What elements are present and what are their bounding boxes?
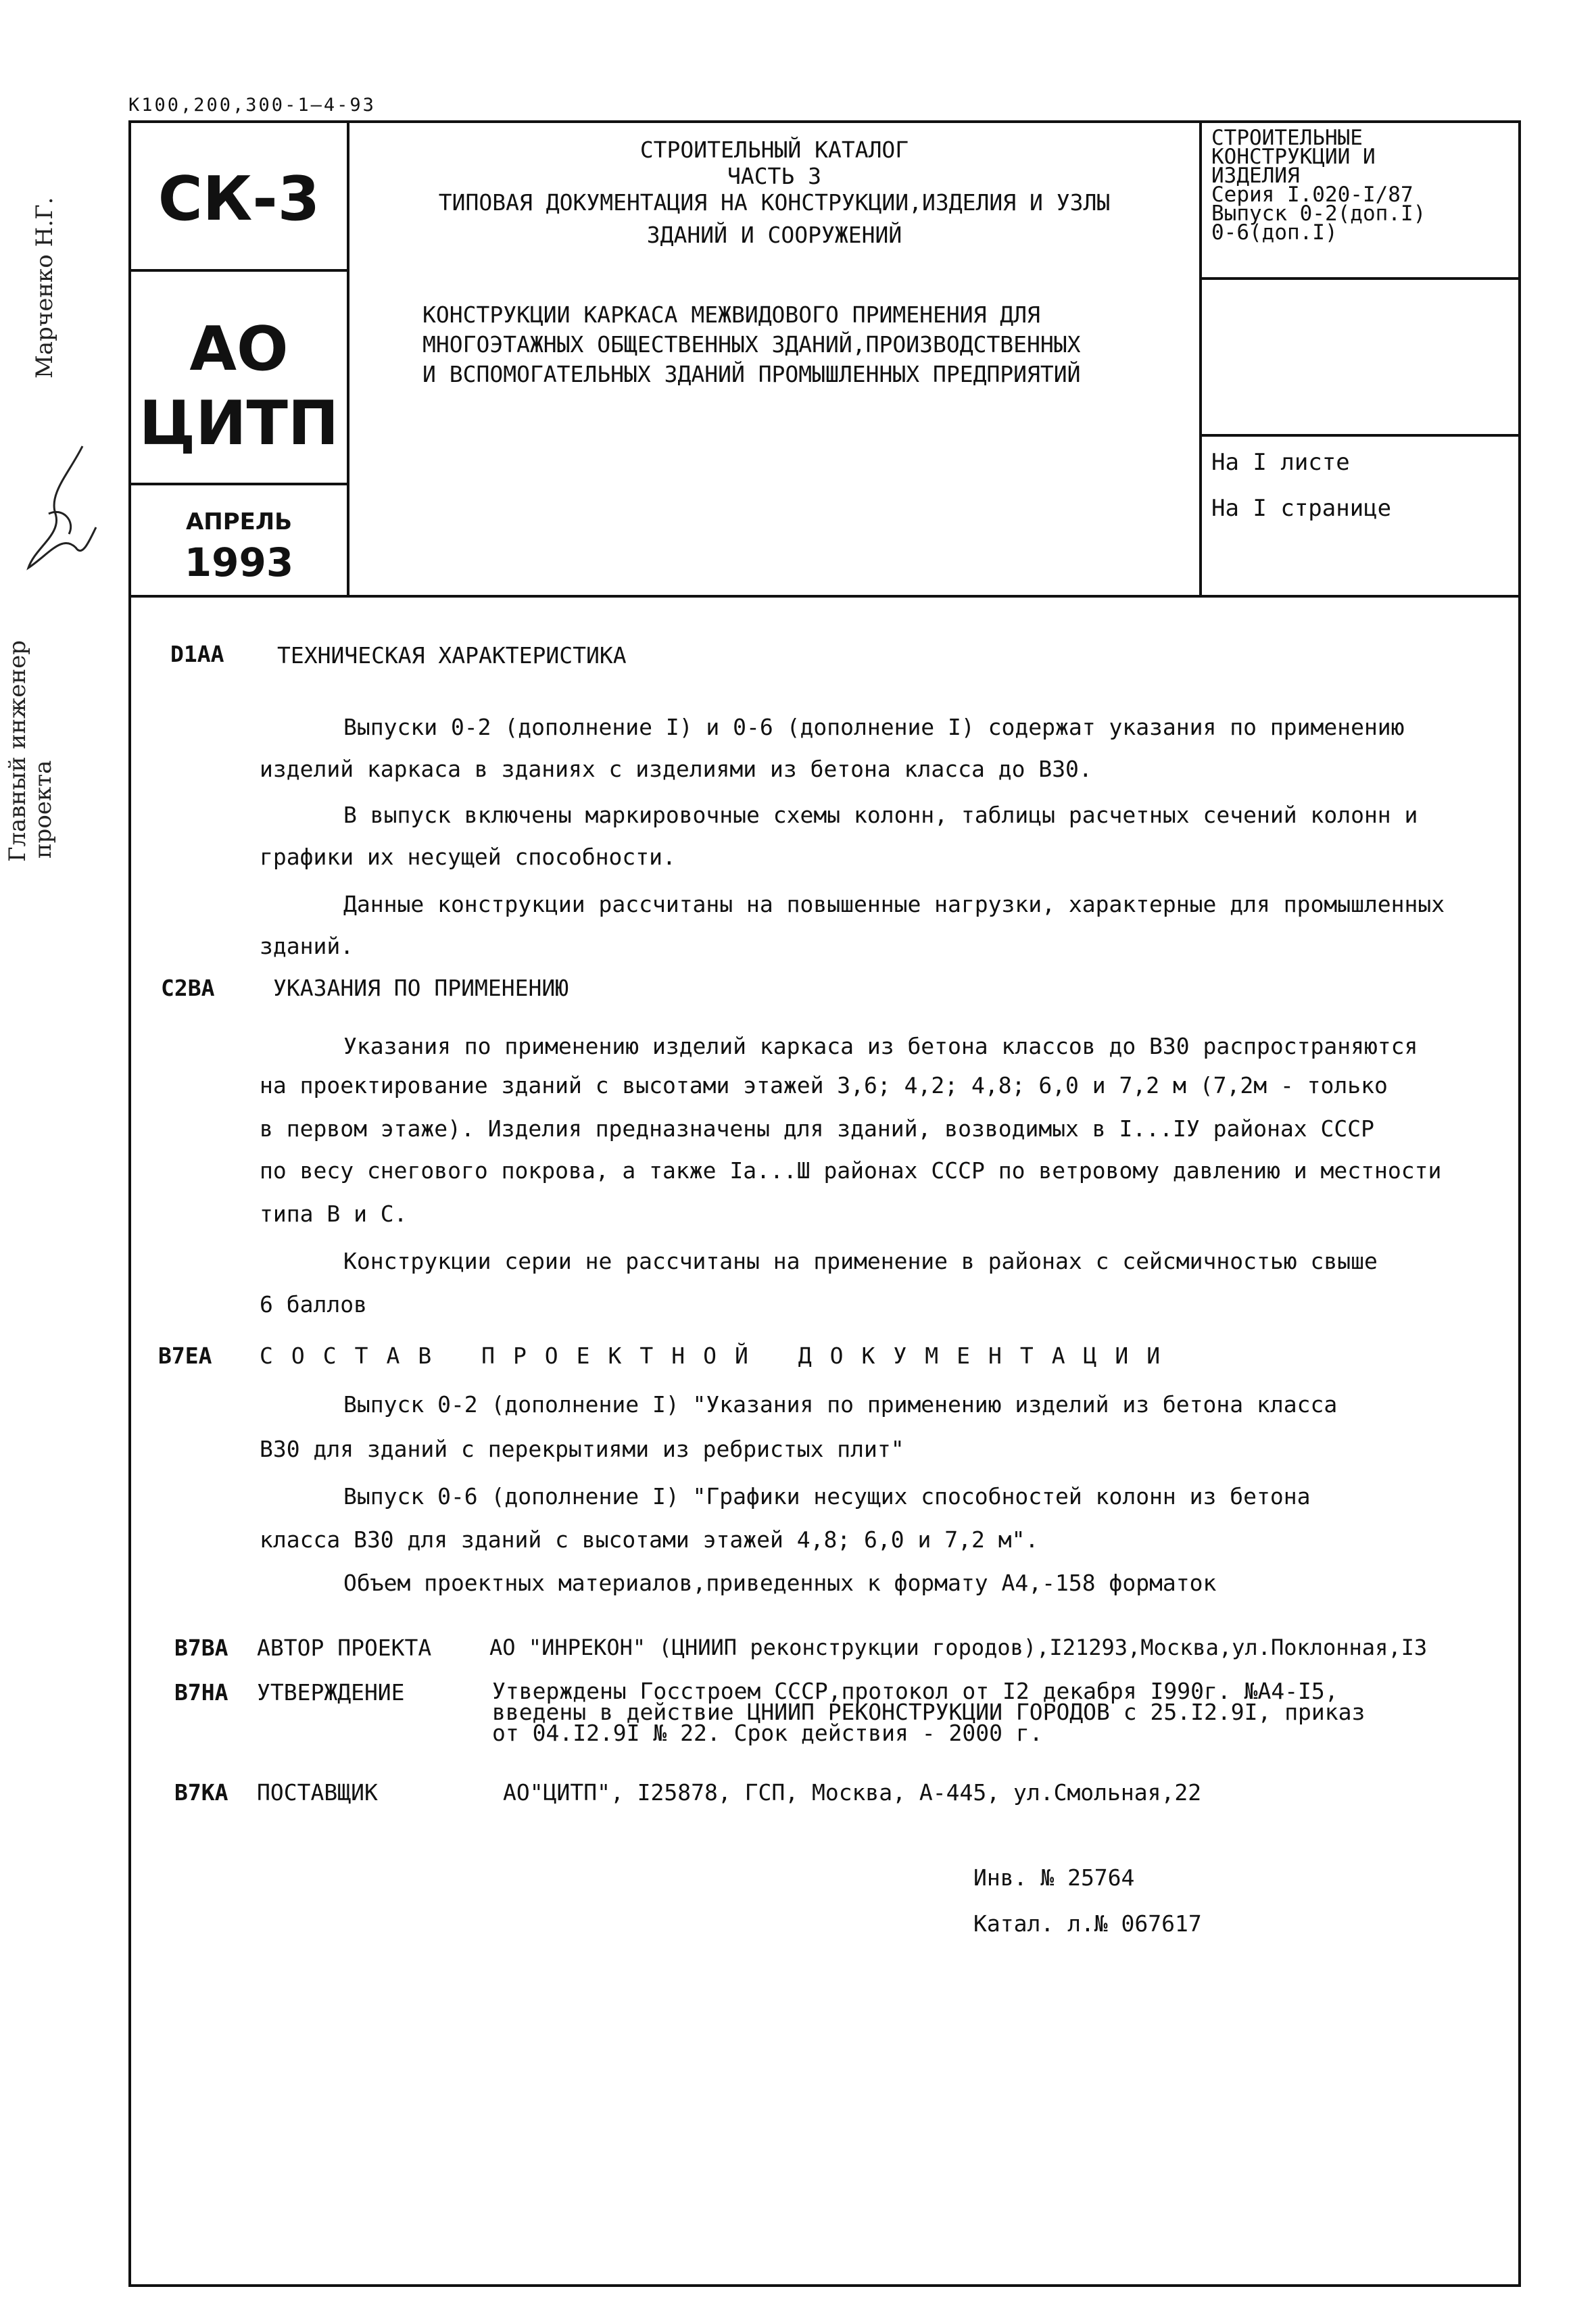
signature-icon <box>8 433 110 595</box>
text-line: изделий каркаса в зданиях с изделиями из бетона класса до В30. <box>260 756 1092 782</box>
organization-name <box>131 312 347 461</box>
section-code: D1AA <box>170 641 224 667</box>
approval-label: УТВЕРЖДЕНИЕ <box>257 1679 405 1706</box>
text-line: Выпуск 0-2 (дополнение I) "Указания по применению изделий из бетона класса <box>343 1391 1338 1418</box>
title-line: МНОГОЭТАЖНЫХ ОБЩЕСТВЕННЫХ ЗДАНИЙ,ПРОИЗВОДСТВЕННЫХ <box>422 331 1081 358</box>
text-line: графики их несущей способности. <box>260 844 676 870</box>
text-line: типа В и С. <box>260 1201 408 1227</box>
sheets-cell <box>1199 434 1521 598</box>
section-code: C2BA <box>161 975 215 1001</box>
title-line: И ВСПОМОГАТЕЛЬНЫХ ЗДАНИЙ ПРОМЫШЛЕННЫХ ПРЕДПРИЯТИЙ <box>422 361 1081 387</box>
catalog-heading <box>349 135 1199 250</box>
series-cell <box>1199 120 1521 280</box>
supplier-label: ПОСТАВЩИК <box>257 1779 378 1806</box>
author-label: АВТОР ПРОЕКТА <box>257 1635 432 1661</box>
empty-cell <box>1199 277 1521 437</box>
text-line: Конструкции серии не рассчитаны на применение в районах с сейсмичностью свыше <box>343 1248 1378 1274</box>
text-line: Указания по применению изделий каркаса из бетона классов до В30 распространяются <box>343 1033 1418 1059</box>
section-title: УКАЗАНИЯ ПО ПРИМЕНЕНИЮ <box>273 975 569 1001</box>
catalog-code: СК-3 <box>158 164 320 235</box>
text-line: Выпуск 0-6 (дополнение I) "Графики несущих способностей колонн из бетона <box>343 1483 1311 1510</box>
text-line: В выпуск включены маркировочные схемы колонн, таблицы расчетных сечений колонн и <box>343 802 1418 828</box>
text-line: Данные конструкции рассчитаны на повышенные нагрузки, характерные для промышленных <box>343 891 1445 917</box>
month: АПРЕЛЬ <box>185 508 293 535</box>
catalog-line: ТИПОВАЯ ДОКУМЕНТАЦИЯ НА КОНСТРУКЦИИ,ИЗДЕЛИЯ И УЗЛЫ <box>438 189 1111 216</box>
document-code: К100,200,300-1—4-93 <box>128 95 376 116</box>
text-line: Выпуски 0-2 (дополнение I) и 0-6 (дополнение I) содержат указания по применению <box>343 714 1405 740</box>
series-info: СТРОИТЕЛЬНЫЕ КОНСТРУКЦИИ И ИЗДЕЛИЯ Серия I.020-I/87 Выпуск 0-2(доп.I) 0-6(доп.I) <box>1211 126 1426 245</box>
organization-cell <box>128 269 349 485</box>
text-line: Объем проектных материалов,приведенных к формату А4,-158 форматок <box>343 1570 1217 1596</box>
catalog-line: ЗДАНИЙ И СООРУЖЕНИЙ <box>646 222 902 248</box>
organization-line2: ЦИТП <box>139 388 339 459</box>
approval-code: B7HA <box>174 1679 228 1706</box>
author-name: Марченко Н.Г. <box>31 197 58 379</box>
catalog-line: СТРОИТЕЛЬНЫЙ КАТАЛОГ <box>639 137 909 163</box>
title-cell <box>347 120 1202 598</box>
author-value: АО "ИНРЕКОН" (ЦНИИП реконструкции городов),I21293,Москва,ул.Поклонная,I3 <box>489 1635 1428 1660</box>
year: 1993 <box>184 539 294 585</box>
role-line1: Главный инженер <box>4 640 31 862</box>
approval-value: Утверждены Госстроем СССР,протокол от I2 декабря I990г. №А4-I5, введены в действие ЦНИИП РЕКОНСТРУКЦИИ ГОРОДОВ с 25.I2.9I, приказ от 04.I2.9I № 22. Срок действия - 2000 г. <box>492 1678 1365 1746</box>
supplier-value: АО"ЦИТП", I25878, ГСП, Москва, А-445, ул.Смольная,22 <box>503 1779 1202 1806</box>
text-line: зданий. <box>260 933 354 959</box>
catalog-sheet-number: Катал. л.№ 067617 <box>973 1910 1202 1937</box>
section-code: B7EA <box>158 1343 212 1369</box>
sheets-count: На I листе <box>1211 449 1350 476</box>
catalog-line: ЧАСТЬ 3 <box>727 163 822 189</box>
text-line: на проектирование зданий с высотами этажей 3,6; 4,2; 4,8; 6,0 и 7,2 м (7,2м - только <box>260 1072 1388 1099</box>
text-line: в первом этаже). Изделия предназначены для зданий, возводимых в I...IУ районах СССР <box>260 1115 1375 1142</box>
organization-line1: АО <box>189 314 289 385</box>
text-line: В30 для зданий с перекрытиями из ребристых плит" <box>260 1436 904 1462</box>
inventory-number: Инв. № 25764 <box>973 1864 1135 1891</box>
catalog-code-cell <box>128 120 349 272</box>
text-line: класса В30 для зданий с высотами этажей 4,8; 6,0 и 7,2 м". <box>260 1526 1039 1553</box>
title-line: КОНСТРУКЦИИ КАРКАСА МЕЖВИДОВОГО ПРИМЕНЕНИЯ ДЛЯ <box>422 301 1040 328</box>
section-title: СОСТАВ ПРОЕКТНОЙ ДОКУМЕНТАЦИИ <box>260 1343 1179 1369</box>
document-title <box>422 300 1081 389</box>
date-cell <box>128 483 349 598</box>
section-title: ТЕХНИЧЕСКАЯ ХАРАКТЕРИСТИКА <box>277 642 627 669</box>
text-line: 6 баллов <box>260 1291 367 1318</box>
pages-count: На I странице <box>1211 495 1392 522</box>
text-line: по весу снегового покрова, а также Iа...Ш районах СССР по ветровому давлению и местности <box>260 1157 1442 1184</box>
supplier-code: B7KA <box>174 1779 228 1806</box>
role-line2: проекта <box>30 760 57 859</box>
author-code: B7BA <box>174 1635 228 1661</box>
